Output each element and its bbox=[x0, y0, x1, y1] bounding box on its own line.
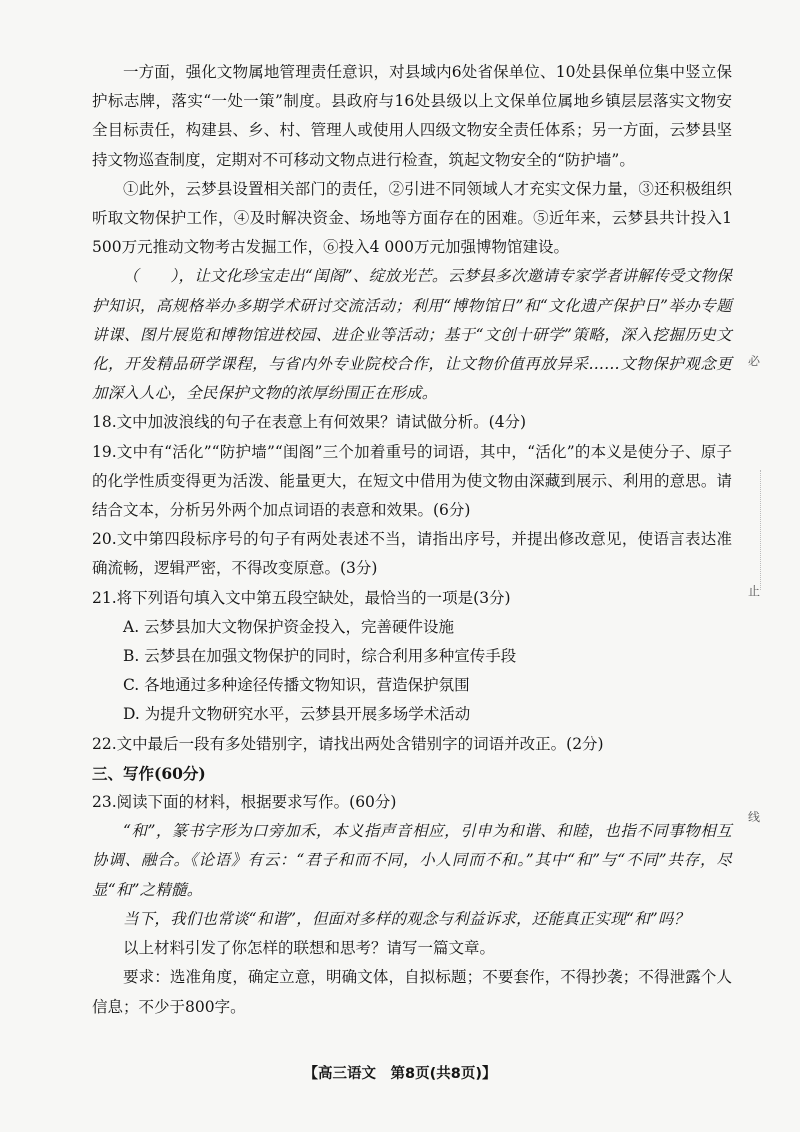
question-21-option-d: D. 为提升文物研究水平，云梦县开展多场学术活动 bbox=[123, 705, 471, 724]
writing-prompt: 以上材料引发了你怎样的联想和思考？请写一篇文章。 bbox=[123, 939, 496, 958]
writing-material-1: “和”，篆书字形为口旁加禾，本义指声音相应，引申为和谐、和睦，也指不同事物相互协调、融合。《论语》有云：“君子和而不同，小人同而不和。”其中“和”与“不同”共存，尽显“和”之精髓。 bbox=[92, 822, 732, 899]
margin-mark-3: 线 bbox=[748, 810, 761, 824]
question-18: 18.文中加波浪线的句子在表意上有何效果？请试做分析。(4分) bbox=[92, 413, 527, 432]
question-22: 22.文中最后一段有多处错别字，请找出两处含错别字的词语并改正。(2分) bbox=[92, 734, 604, 753]
passage-paragraph-1: 一方面，强化文物属地管理责任意识，对县域内6处省保单位、10处县保单位集中竖立保护标志牌，落实“一处一策”制度。县政府与16处县级以上文保单位属地乡镇层层落实文物安全目标责任，构建县、乡、村、管理人或使用人四级文物安全责任体系；另一方面，云梦县坚持文物巡查制度，定期对不可移动文物点进行检查，筑起文物安全的“防护墙”。 bbox=[92, 63, 732, 169]
margin-mark-2: 止 bbox=[748, 584, 761, 598]
question-20: 20.文中第四段标序号的句子有两处表述不当，请指出序号，并提出修改意见，使语言表达准确流畅，逻辑严密，不得改变原意。(3分) bbox=[92, 530, 732, 578]
question-21-option-c: C. 各地通过多种途径传播文物知识，营造保护氛围 bbox=[123, 676, 470, 695]
question-21-option-b: B. 云梦县在加强文物保护的同时，综合利用多种宣传手段 bbox=[123, 647, 517, 666]
question-19: 19.文中有“活化”“防护墙”“闺阁”三个加着重号的词语，其中，“活化”的本义是使分子、原子的化学性质变得更为活泼、能量更大，在短文中借用为使文物由深藏到展示、利用的意思。请结合文本，分析另外两个加点词语的表意和效果。(6分) bbox=[92, 442, 732, 520]
question-23: 23.阅读下面的材料，根据要求写作。(60分) bbox=[92, 793, 397, 812]
question-21: 21.将下列语句填入文中第五段空缺处，最恰当的一项是(3分) bbox=[92, 588, 511, 607]
binding-line bbox=[760, 470, 761, 590]
writing-material-2: 当下，我们也常谈“和谐”，但面对多样的观念与利益诉求，还能真正实现“和”吗？ bbox=[123, 909, 690, 928]
margin-mark-1: 必 bbox=[748, 354, 761, 368]
page-footer: 【高三语文 第8页(共8页)】 bbox=[303, 1066, 497, 1082]
writing-section-title: 三、写作(60分) bbox=[92, 763, 206, 783]
exam-page bbox=[92, 58, 732, 1022]
passage-paragraph-2: ①此外，云梦县设置相关部门的责任，②引进不同领域人才充实文保力量，③还积极组织听取文物保护工作，④及时解决资金、场地等方面存在的困难。⑤近年来，云梦县共计投入1 500万元推动文物考古发掘工作，⑥投入4 000万元加强博物馆建设。 bbox=[92, 179, 732, 257]
passage-paragraph-3: （ ），让文化珍宝走出“闺阁”、绽放光芒。云梦县多次邀请专家学者讲解传受文物保护知识，高规格举办多期学术研讨交流活动；利用“博物馆日”和“文化遗产保护日”举办专题讲课、图片展览和博物馆进校园、进企业等活动；基于“文创十研学”策略，深入挖掘历史文化，开发精品研学课程，与省内外专业院校合作，让文物价值再放异采……文物保护观念更加深入人心，全民保护文物的浓厚纷围正在形成。 bbox=[92, 267, 732, 403]
writing-requirements: 要求：选准角度，确定立意，明确文体，自拟标题；不要套作，不得抄袭；不得泄露个人信息；不少于800字。 bbox=[92, 968, 732, 1016]
question-21-option-a: A. 云梦县加大文物保护资金投入，完善硬件设施 bbox=[123, 617, 455, 636]
